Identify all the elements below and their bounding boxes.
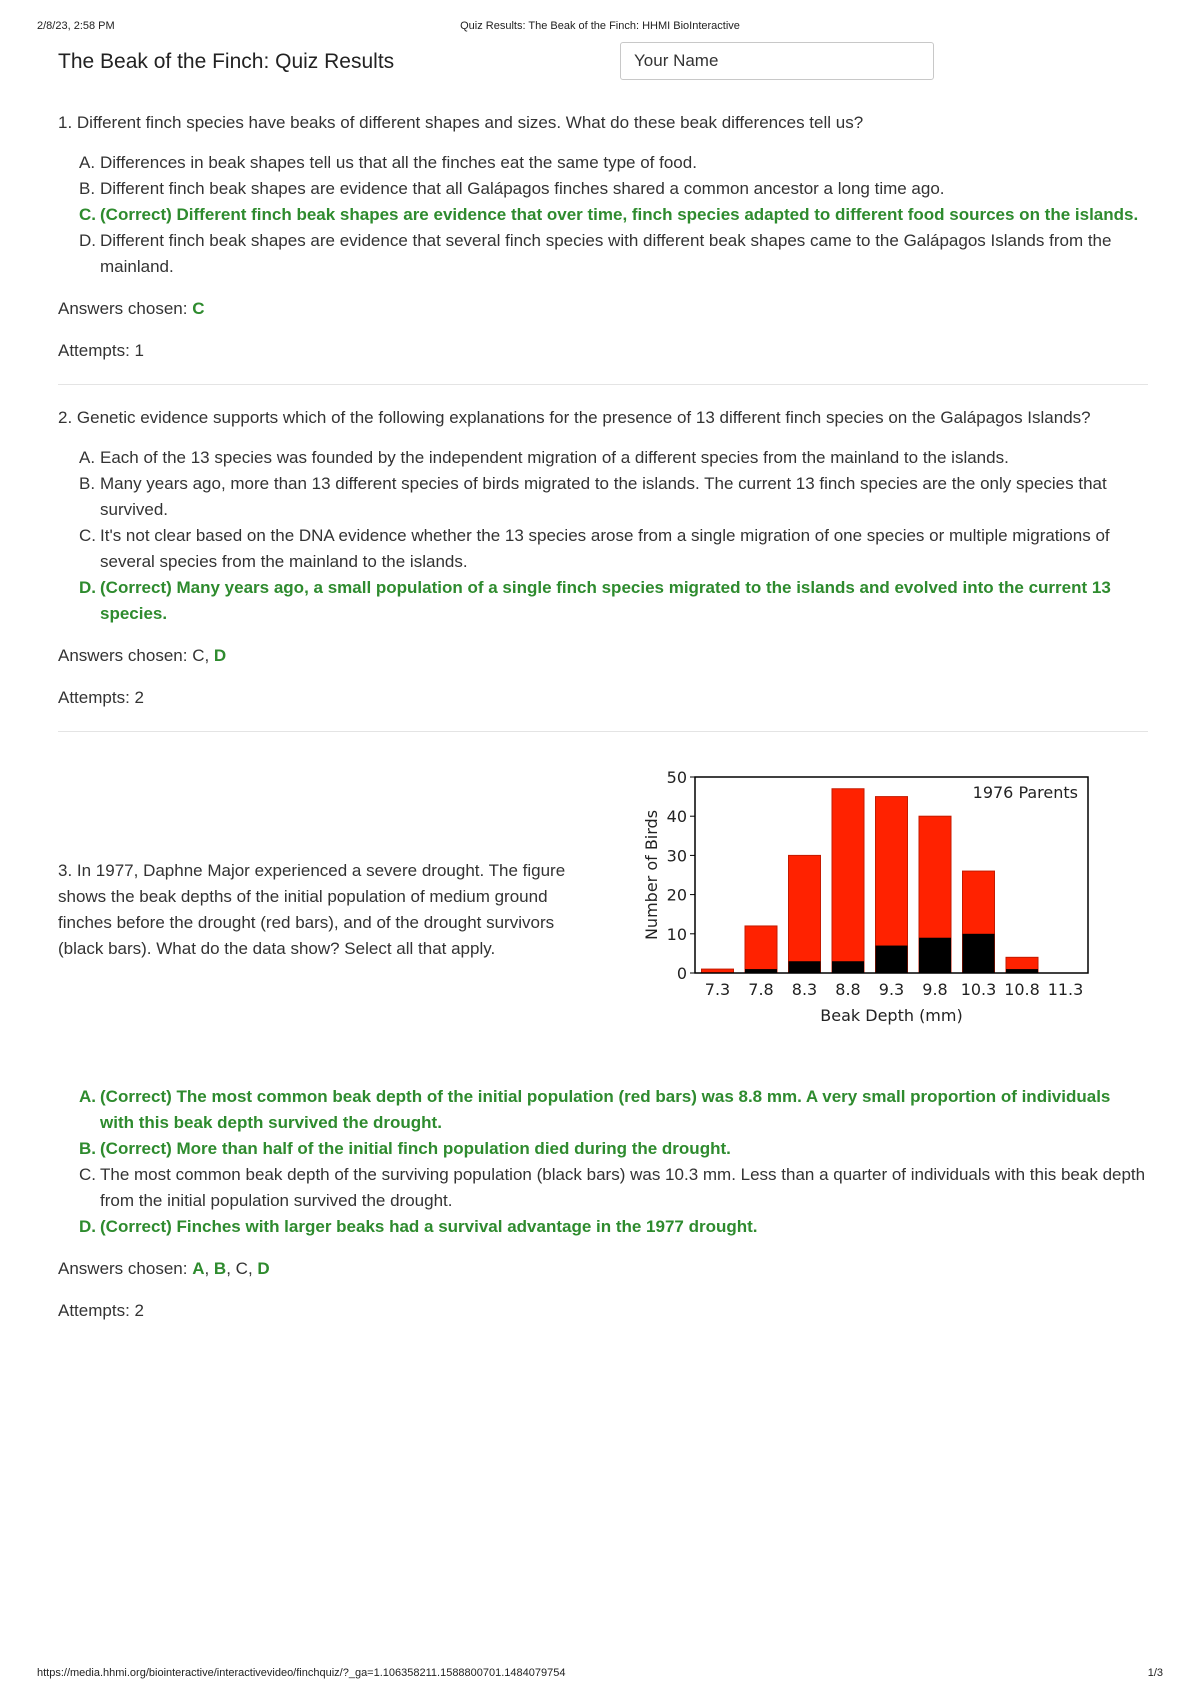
option-text: (Correct) Many years ago, a small population of a single finch species migrated to the islands and evolved into the current 13 species. — [100, 578, 1111, 623]
option-text: (Correct) Different finch beak shapes are evidence that over time, finch species adapted to different food sources on the islands. — [100, 205, 1139, 224]
option-d — [58, 228, 1148, 280]
answers-chosen — [58, 296, 1148, 322]
option-d-correct — [58, 575, 1148, 627]
quiz-results — [58, 40, 1148, 1324]
y-tick-label-20: 20 — [666, 885, 687, 905]
chosen-answer: C — [235, 1259, 248, 1278]
chosen-answer: D — [213, 646, 227, 665]
attempts: Attempts: 1 — [58, 341, 144, 360]
attempts: Attempts: 2 — [58, 688, 144, 707]
option-text: Many years ago, more than 13 different species of birds migrated to the islands. The current 13 finch species are the only species that survived. — [100, 474, 1107, 519]
beak-depth-histogram — [635, 752, 1135, 1070]
option-letter: C. — [79, 526, 96, 545]
option-letter: A. — [79, 448, 96, 467]
chart-annotation: 1976 Parents — [972, 783, 1078, 802]
option-a-correct — [58, 1084, 1148, 1136]
answers-label: Answers chosen: — [58, 299, 193, 318]
x-tick-label-9.3: 9.3 — [878, 980, 905, 999]
chosen-answer: A — [192, 1259, 205, 1278]
answer-separator: , — [247, 1259, 258, 1278]
survivors-bar-8.3 — [789, 961, 821, 973]
answer-options — [58, 445, 1148, 627]
option-a — [58, 150, 1148, 176]
option-b — [58, 471, 1148, 523]
x-tick-label-7.3: 7.3 — [704, 980, 731, 999]
x-tick-label-8.8: 8.8 — [835, 980, 861, 999]
option-d-correct — [58, 1214, 1148, 1240]
option-c-correct — [58, 202, 1148, 228]
x-tick-label-10.3: 10.3 — [960, 980, 997, 999]
title-row — [58, 40, 1148, 96]
option-text: Each of the 13 species was founded by the independent migration of a different species from the mainland to the islands. — [100, 448, 1009, 467]
x-axis-label: Beak Depth (mm) — [820, 1006, 963, 1025]
answers-label: Answers chosen: — [58, 646, 193, 665]
option-letter: A. — [79, 153, 96, 172]
survivors-bar-10.3 — [963, 934, 995, 973]
chosen-answer: B — [213, 1259, 227, 1278]
option-letter: D. — [79, 1217, 96, 1236]
parents-bar-8.3 — [789, 855, 821, 973]
answer-separator: , — [226, 1259, 236, 1278]
print-url: https://media.hhmi.org/biointeractive/interactivevideo/finchquiz/?_ga=1.106358211.1588800701.1484079754 — [37, 1667, 566, 1679]
chosen-answer: D — [257, 1259, 270, 1278]
answer-separator: , — [204, 1259, 214, 1278]
x-tick-label-11.3: 11.3 — [1047, 980, 1084, 999]
option-text: (Correct) The most common beak depth of the initial population (red bars) was 8.8 mm. A very small proportion of individuals with this beak depth survived the drought. — [100, 1087, 1111, 1132]
question-3-top — [58, 752, 1148, 1070]
name-field[interactable]: Your Name — [620, 42, 934, 80]
option-text: (Correct) More than half of the initial finch population died during the drought. — [100, 1139, 731, 1158]
option-b — [58, 176, 1148, 202]
question-text: 2. Genetic evidence supports which of the following explanations for the presence of 13 different finch species on the Galápagos Islands? — [58, 408, 1091, 427]
print-date: 2/8/23, 2:58 PM — [37, 20, 115, 32]
answers-chosen — [58, 643, 1148, 669]
x-tick-label-7.8: 7.8 — [748, 980, 774, 999]
question-text: 1. Different finch species have beaks of different shapes and sizes. What do these beak differences tell us? — [58, 113, 864, 132]
answer-options — [58, 1084, 1148, 1240]
option-text: (Correct) Finches with larger beaks had a survival advantage in the 1977 drought. — [100, 1217, 758, 1236]
option-c — [58, 523, 1148, 575]
y-tick-label-0: 0 — [676, 964, 687, 983]
parents-bar-7.8 — [745, 926, 777, 973]
answers-label: Answers chosen: — [58, 1259, 193, 1278]
option-letter: D. — [79, 231, 96, 250]
option-text: Differences in beak shapes tell us that all the finches eat the same type of food. — [100, 153, 697, 172]
page-number: 1/3 — [1147, 1667, 1163, 1679]
x-tick-label-9.8: 9.8 — [922, 980, 948, 999]
print-doc-title: Quiz Results: The Beak of the Finch: HHMI BioInteractive — [460, 20, 740, 32]
option-letter: B. — [79, 179, 96, 198]
option-text: Different finch beak shapes are evidence that several finch species with different beak shapes came to the Galápagos Islands from the mainland. — [100, 231, 1112, 276]
survivors-bar-9.8 — [919, 938, 951, 973]
option-letter: B. — [79, 1139, 96, 1158]
answers-chosen — [58, 1256, 1148, 1282]
survivors-bar-9.3 — [876, 946, 908, 973]
option-text: It's not clear based on the DNA evidence whether the 13 species arose from a single migration of one species or multiple migrations of several species from the mainland to the islands. — [100, 526, 1110, 571]
question-text: 3. In 1977, Daphne Major experienced a severe drought. The figure shows the beak depths of the initial population of medium ground finches before the drought (red bars), and of the drought survivors (black bars). What do the data show? Select all that apply. — [58, 861, 566, 958]
option-c — [58, 1162, 1148, 1214]
option-a — [58, 445, 1148, 471]
option-letter: C. — [79, 205, 96, 224]
page-title: The Beak of the Finch: Quiz Results — [58, 50, 395, 73]
y-tick-label-10: 10 — [666, 924, 687, 944]
option-letter: B. — [79, 474, 96, 493]
divider — [58, 384, 1148, 385]
question-1 — [58, 110, 1148, 364]
y-axis-label: Number of Birds — [642, 809, 661, 941]
x-tick-label-10.8: 10.8 — [1004, 980, 1040, 999]
print-header — [37, 20, 1163, 36]
y-tick-label-40: 40 — [666, 807, 687, 827]
option-letter: D. — [79, 578, 96, 597]
print-footer — [37, 1667, 1163, 1683]
answer-options — [58, 150, 1148, 280]
divider — [58, 731, 1148, 732]
parents-bar-8.8 — [832, 789, 864, 973]
answer-separator: , — [204, 646, 214, 665]
question-2 — [58, 405, 1148, 711]
attempts: Attempts: 2 — [58, 1301, 144, 1320]
x-tick-label-8.3: 8.3 — [791, 980, 818, 999]
y-tick-label-30: 30 — [666, 846, 687, 866]
option-b-correct — [58, 1136, 1148, 1162]
y-tick-label-50: 50 — [666, 768, 687, 787]
option-text: Different finch beak shapes are evidence that all Galápagos finches shared a common ancestor a long time ago. — [100, 179, 945, 198]
option-text: The most common beak depth of the surviving population (black bars) was 10.3 mm. Less than a quarter of individuals with this beak depth from the initial population survived the drought. — [100, 1165, 1146, 1210]
survivors-bar-8.8 — [832, 961, 864, 973]
option-letter: C. — [79, 1165, 96, 1184]
option-letter: A. — [79, 1087, 96, 1106]
beak-depth-chart — [635, 752, 1135, 1070]
chosen-answer: C — [192, 299, 205, 318]
chosen-answer: C — [192, 646, 205, 665]
question-3 — [58, 752, 1148, 1324]
